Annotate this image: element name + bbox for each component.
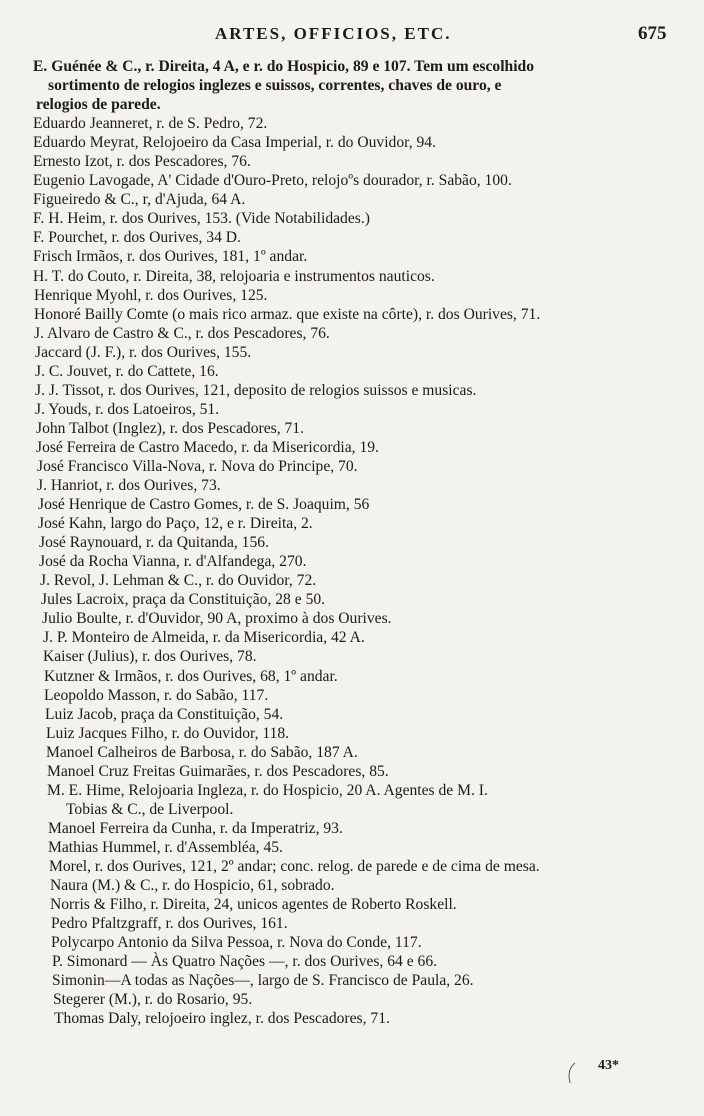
directory-entry: [0, 819, 704, 838]
directory-list: [0, 57, 704, 1028]
entry-text: Leopoldo Masson, r. do Sabão, 117.: [44, 686, 269, 704]
entry-text: Mathias Hummel, r. d'Assembléa, 45.: [48, 838, 283, 856]
directory-entry: [0, 247, 704, 266]
directory-entry: [0, 457, 704, 476]
directory-entry: [0, 267, 704, 286]
directory-entry: [0, 133, 704, 152]
directory-entry: [0, 495, 704, 514]
running-header: [0, 24, 704, 50]
directory-entry: [0, 743, 704, 762]
entry-text: Figueiredo & C., r, d'Ajuda, 64 A.: [33, 191, 246, 209]
entry-text: José Kahn, largo do Paço, 12, e r. Direita, 2.: [38, 515, 313, 533]
directory-entry: [0, 762, 704, 781]
entry-text: Eugenio Lavogade, A' Cidade d'Ouro-Preto, relojoºs dourador, r. Sabão, 100.: [33, 172, 512, 190]
directory-entry: [0, 57, 704, 114]
directory-entry: [0, 781, 704, 819]
directory-entry: [0, 152, 704, 171]
directory-entry: [0, 857, 704, 876]
entry-text: Luiz Jacques Filho, r. do Ouvidor, 118.: [46, 724, 290, 742]
directory-entry: [0, 514, 704, 533]
entry-text: Kaiser (Julius), r. dos Ourives, 78.: [43, 648, 257, 666]
entry-continuation: sortimento de relogios inglezes e suissos, correntes, chaves de ouro, e: [48, 77, 502, 95]
entry-text: J. Alvaro de Castro & C., r. dos Pescadores, 76.: [34, 324, 330, 342]
entry-text: Manoel Ferreira da Cunha, r. da Imperatriz, 93.: [48, 819, 343, 837]
signature-mark: 43*: [598, 1058, 619, 1073]
directory-entry: [0, 419, 704, 438]
directory-entry: [0, 400, 704, 419]
directory-entry: [0, 724, 704, 743]
entry-text: Kutzner & Irmãos, r. dos Ourives, 68, 1º andar.: [44, 667, 338, 685]
entry-text: Eduardo Meyrat, Relojoeiro da Casa Imperial, r. do Ouvidor, 94.: [33, 134, 436, 152]
entry-text: Henrique Myohl, r. dos Ourives, 125.: [34, 286, 268, 304]
entry-text: P. Simonard — Às Quatro Nações —, r. dos Ourives, 64 e 66.: [52, 953, 438, 971]
directory-entry: [0, 305, 704, 324]
entry-text: Manoel Cruz Freitas Guimarães, r. dos Pescadores, 85.: [47, 762, 389, 780]
directory-entry: [0, 895, 704, 914]
entry-text: José Raynouard, r. da Quitanda, 156.: [39, 534, 269, 552]
entry-text: Jules Lacroix, praça da Constituição, 28 e 50.: [41, 591, 326, 609]
directory-entry: [0, 971, 704, 990]
directory-entry: [0, 590, 704, 609]
directory-entry: [0, 381, 704, 400]
directory-entry: [0, 343, 704, 362]
pencil-mark: [566, 1062, 578, 1084]
directory-entry: [0, 990, 704, 1009]
entry-text: J. Hanriot, r. dos Ourives, 73.: [37, 477, 221, 495]
entry-text: Ernesto Izot, r. dos Pescadores, 76.: [33, 153, 251, 171]
entry-continuation: Tobias & C., de Liverpool.: [66, 800, 234, 818]
entry-text: José Francisco Villa-Nova, r. Nova do Principe, 70.: [37, 457, 358, 475]
entry-text: Manoel Calheiros de Barbosa, r. do Sabão, 187 A.: [46, 743, 358, 761]
directory-entry: [0, 533, 704, 552]
directory-entry: [0, 628, 704, 647]
directory-entry: [0, 933, 704, 952]
entry-text: J. J. Tissot, r. dos Ourives, 121, deposito de relogios suissos e musicas.: [35, 381, 477, 399]
header-title: ARTES, OFFICIOS, ETC.: [215, 24, 452, 43]
directory-entry: [0, 190, 704, 209]
directory-entry: [0, 686, 704, 705]
directory-entry: [0, 838, 704, 857]
directory-entry: [0, 171, 704, 190]
entry-text: F. Pourchet, r. dos Ourives, 34 D.: [33, 229, 241, 247]
directory-entry: [0, 667, 704, 686]
directory-entry: [0, 705, 704, 724]
directory-entry: [0, 876, 704, 895]
page-number: 675: [638, 23, 667, 44]
entry-text: J. P. Monteiro de Almeida, r. da Misericordia, 42 A.: [43, 629, 365, 647]
entry-text: Polycarpo Antonio da Silva Pessoa, r. Nova do Conde, 117.: [51, 934, 422, 952]
entry-text: H. T. do Couto, r. Direita, 38, relojoaria e instrumentos nauticos.: [33, 267, 435, 285]
entry-text: Simonin—A todas as Nações—, largo de S. Francisco de Paula, 26.: [52, 972, 474, 990]
entry-text: Pedro Pfaltzgraff, r. dos Ourives, 161.: [51, 915, 288, 933]
entry-text: E. Guénée & C., r. Direita, 4 A, e r. do Hospicio, 89 e 107. Tem um escolhido: [33, 58, 535, 75]
entry-text: John Talbot (Inglez), r. dos Pescadores, 71.: [36, 419, 304, 437]
directory-entry: [0, 1009, 704, 1028]
directory-entry: [0, 324, 704, 343]
entry-text: Julio Boulte, r. d'Ouvidor, 90 A, proximo à dos Ourives.: [42, 610, 392, 628]
directory-entry: [0, 438, 704, 457]
directory-entry: [0, 952, 704, 971]
directory-entry: [0, 609, 704, 628]
entry-text: J. Youds, r. dos Latoeiros, 51.: [35, 400, 220, 418]
directory-entry: [0, 286, 704, 305]
entry-text: Thomas Daly, relojoeiro inglez, r. dos Pescadores, 71.: [54, 1010, 390, 1028]
entry-continuation: relogios de parede.: [36, 96, 161, 114]
entry-text: Honoré Bailly Comte (o mais rico armaz. que existe na côrte), r. dos Ourives, 71.: [34, 305, 541, 323]
directory-entry: [0, 228, 704, 247]
entry-text: Eduardo Jeanneret, r. de S. Pedro, 72.: [33, 115, 268, 133]
entry-text: Stegerer (M.), r. do Rosario, 95.: [53, 991, 253, 1009]
directory-entry: [0, 647, 704, 666]
entry-text: Luiz Jacob, praça da Constituição, 54.: [45, 705, 284, 723]
directory-entry: [0, 114, 704, 133]
directory-entry: [0, 476, 704, 495]
directory-entry: [0, 571, 704, 590]
entry-text: Jaccard (J. F.), r. dos Ourives, 155.: [35, 343, 252, 361]
entry-text: José Henrique de Castro Gomes, r. de S. Joaquim, 56: [38, 496, 370, 514]
entry-text: Naura (M.) & C., r. do Hospicio, 61, sobrado.: [50, 877, 335, 895]
entry-text: Frisch Irmãos, r. dos Ourives, 181, 1º andar.: [33, 248, 308, 266]
entry-text: José da Rocha Vianna, r. d'Alfandega, 270.: [39, 553, 307, 571]
directory-entry: [0, 552, 704, 571]
entry-text: J. C. Jouvet, r. do Cattete, 16.: [35, 362, 219, 380]
entry-text: J. Revol, J. Lehman & C., r. do Ouvidor, 72.: [40, 572, 317, 590]
entry-text: Morel, r. dos Ourives, 121, 2º andar; conc. relog. de parede e de cima de mesa.: [49, 857, 540, 875]
directory-entry: [0, 362, 704, 381]
entry-text: F. H. Heim, r. dos Ourives, 153. (Vide Notabilidades.): [33, 210, 370, 228]
directory-entry: [0, 209, 704, 228]
entry-text: Norris & Filho, r. Direita, 24, unicos agentes de Roberto Roskell.: [50, 896, 457, 914]
entry-text: M. E. Hime, Relojoaria Ingleza, r. do Hospicio, 20 A. Agentes de M. I.: [47, 781, 488, 799]
directory-entry: [0, 914, 704, 933]
entry-text: José Ferreira de Castro Macedo, r. da Misericordia, 19.: [36, 438, 379, 456]
